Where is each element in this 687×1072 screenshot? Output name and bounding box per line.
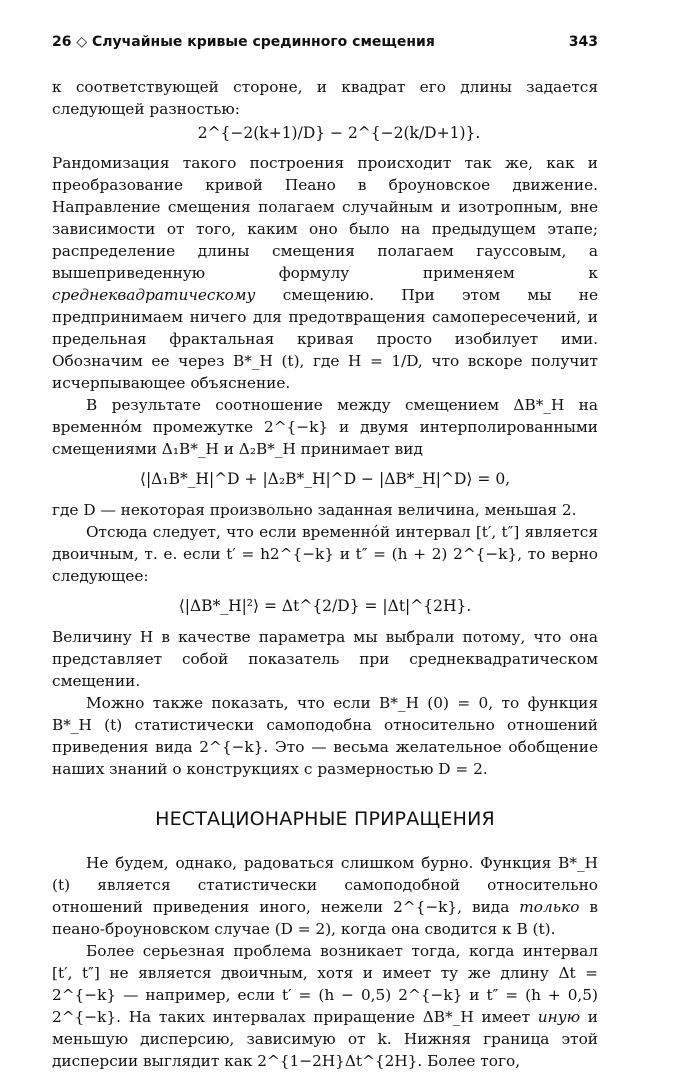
book-page [52,0,599,1070]
paragraph-2-text-b: смещению. При этом мы не предпринимаем ничего для предотвращения самопересечений, и предельная фрактальная кривая просто изобилует ими. Обозначим ее через B*_H (t), где H = 1/D, что вскоре получит исчерпывающее объяснение. [52,286,598,392]
running-header [52,34,598,56]
paragraph-7: Можно также показать, что если B*_H (0) = 0, то функция B*_H (t) статистически самоподобна относительно отношений приведения вида 2^{−k}. Это — весьма желательное обобщение наших знаний о конструкциях с размерностью D = 2. [52,694,598,778]
paragraph-8 [52,852,598,940]
paragraph-2-emphasis: среднеквадратическому [52,286,256,304]
paragraph-9 [52,940,598,1072]
page-body [52,76,598,1072]
paragraph-5: Отсюда следует, что если временнóй интервал [t′, t″] является двоичным, т. е. если t′ = h2^{−k} и t″ = (h + 2) 2^{−k}, то верно следующее: [52,523,598,585]
paragraph-8-text-a: Не будем, однако, радоваться слишком бурно. Функция B*_H (t) является статистически самоподобной относительно отношений приведения иного, нежели 2^{−k}, вида [52,854,598,916]
paragraph-8-emphasis: только [519,898,580,916]
paragraph-9-emphasis: иную [537,1008,581,1026]
paragraph-9-text-b: и меньшую дисперсию, зависимую от k. Нижняя граница этой дисперсии выглядит как 2^{1−2H}Δt^{2H}. Более того, [52,1008,599,1070]
chapter-title: 26 ◇ Случайные кривые срединного смещения [52,34,435,50]
paragraph-9-text-a: Более серьезная проблема возникает тогда, когда интервал [t′, t″] не является двоичным, хотя и имеет ту же длину Δt = 2^{−k} — например, если t′ = (h − 0,5) 2^{−k} и t″ = (h + 0,5) 2^{−k}. На таких интервалах приращение ΔB*_H имеет [52,942,598,1026]
paragraph-2 [52,152,598,394]
page-number: 343 [568,34,598,50]
equation-1: 2^{−2(k+1)/D} − 2^{−2(k/D+1)}. [197,124,481,142]
paragraph-3: В результате соотношение между смещением ΔB*_H на временнóм промежутке 2^{−k} и двумя интерполированными смещениями Δ₁B*_H и Δ₂B*_H принимает вид [52,396,598,458]
section-heading: НЕСТАЦИОНАРНЫЕ ПРИРАЩЕНИЯ [155,808,495,830]
paragraph-6: Величину H в качестве параметра мы выбрали потому, что она представляет собой показатель при среднеквадратическом смещении. [52,628,598,690]
equation-2: ⟨|Δ₁B*_H|^D + |Δ₂B*_H|^D − |ΔB*_H|^D⟩ = 0, [139,470,511,488]
equation-3: ⟨|ΔB*_H|²⟩ = Δt^{2/D} = |Δt|^{2H}. [178,597,472,615]
paragraph-4: где D — некоторая произвольно заданная величина, меньшая 2. [52,501,577,519]
paragraph-1: к соответствующей стороне, и квадрат его длины задается следующей разностью: [52,78,598,118]
paragraph-2-text-a: Рандомизация такого построения происходит так же, как и преобразование кривой Пеано в броуновское движение. Направление смещения полагаем случайным и изотропным, вне зависимости от того, каким оно было на предыдущем этапе; распределение длины смещения полагаем гауссовым, а вышеприведенную формулу применяем к [52,154,598,282]
paragraph-8-text-b: в пеано-броуновском случае (D = 2), когда она сводится к B (t). [52,898,598,938]
